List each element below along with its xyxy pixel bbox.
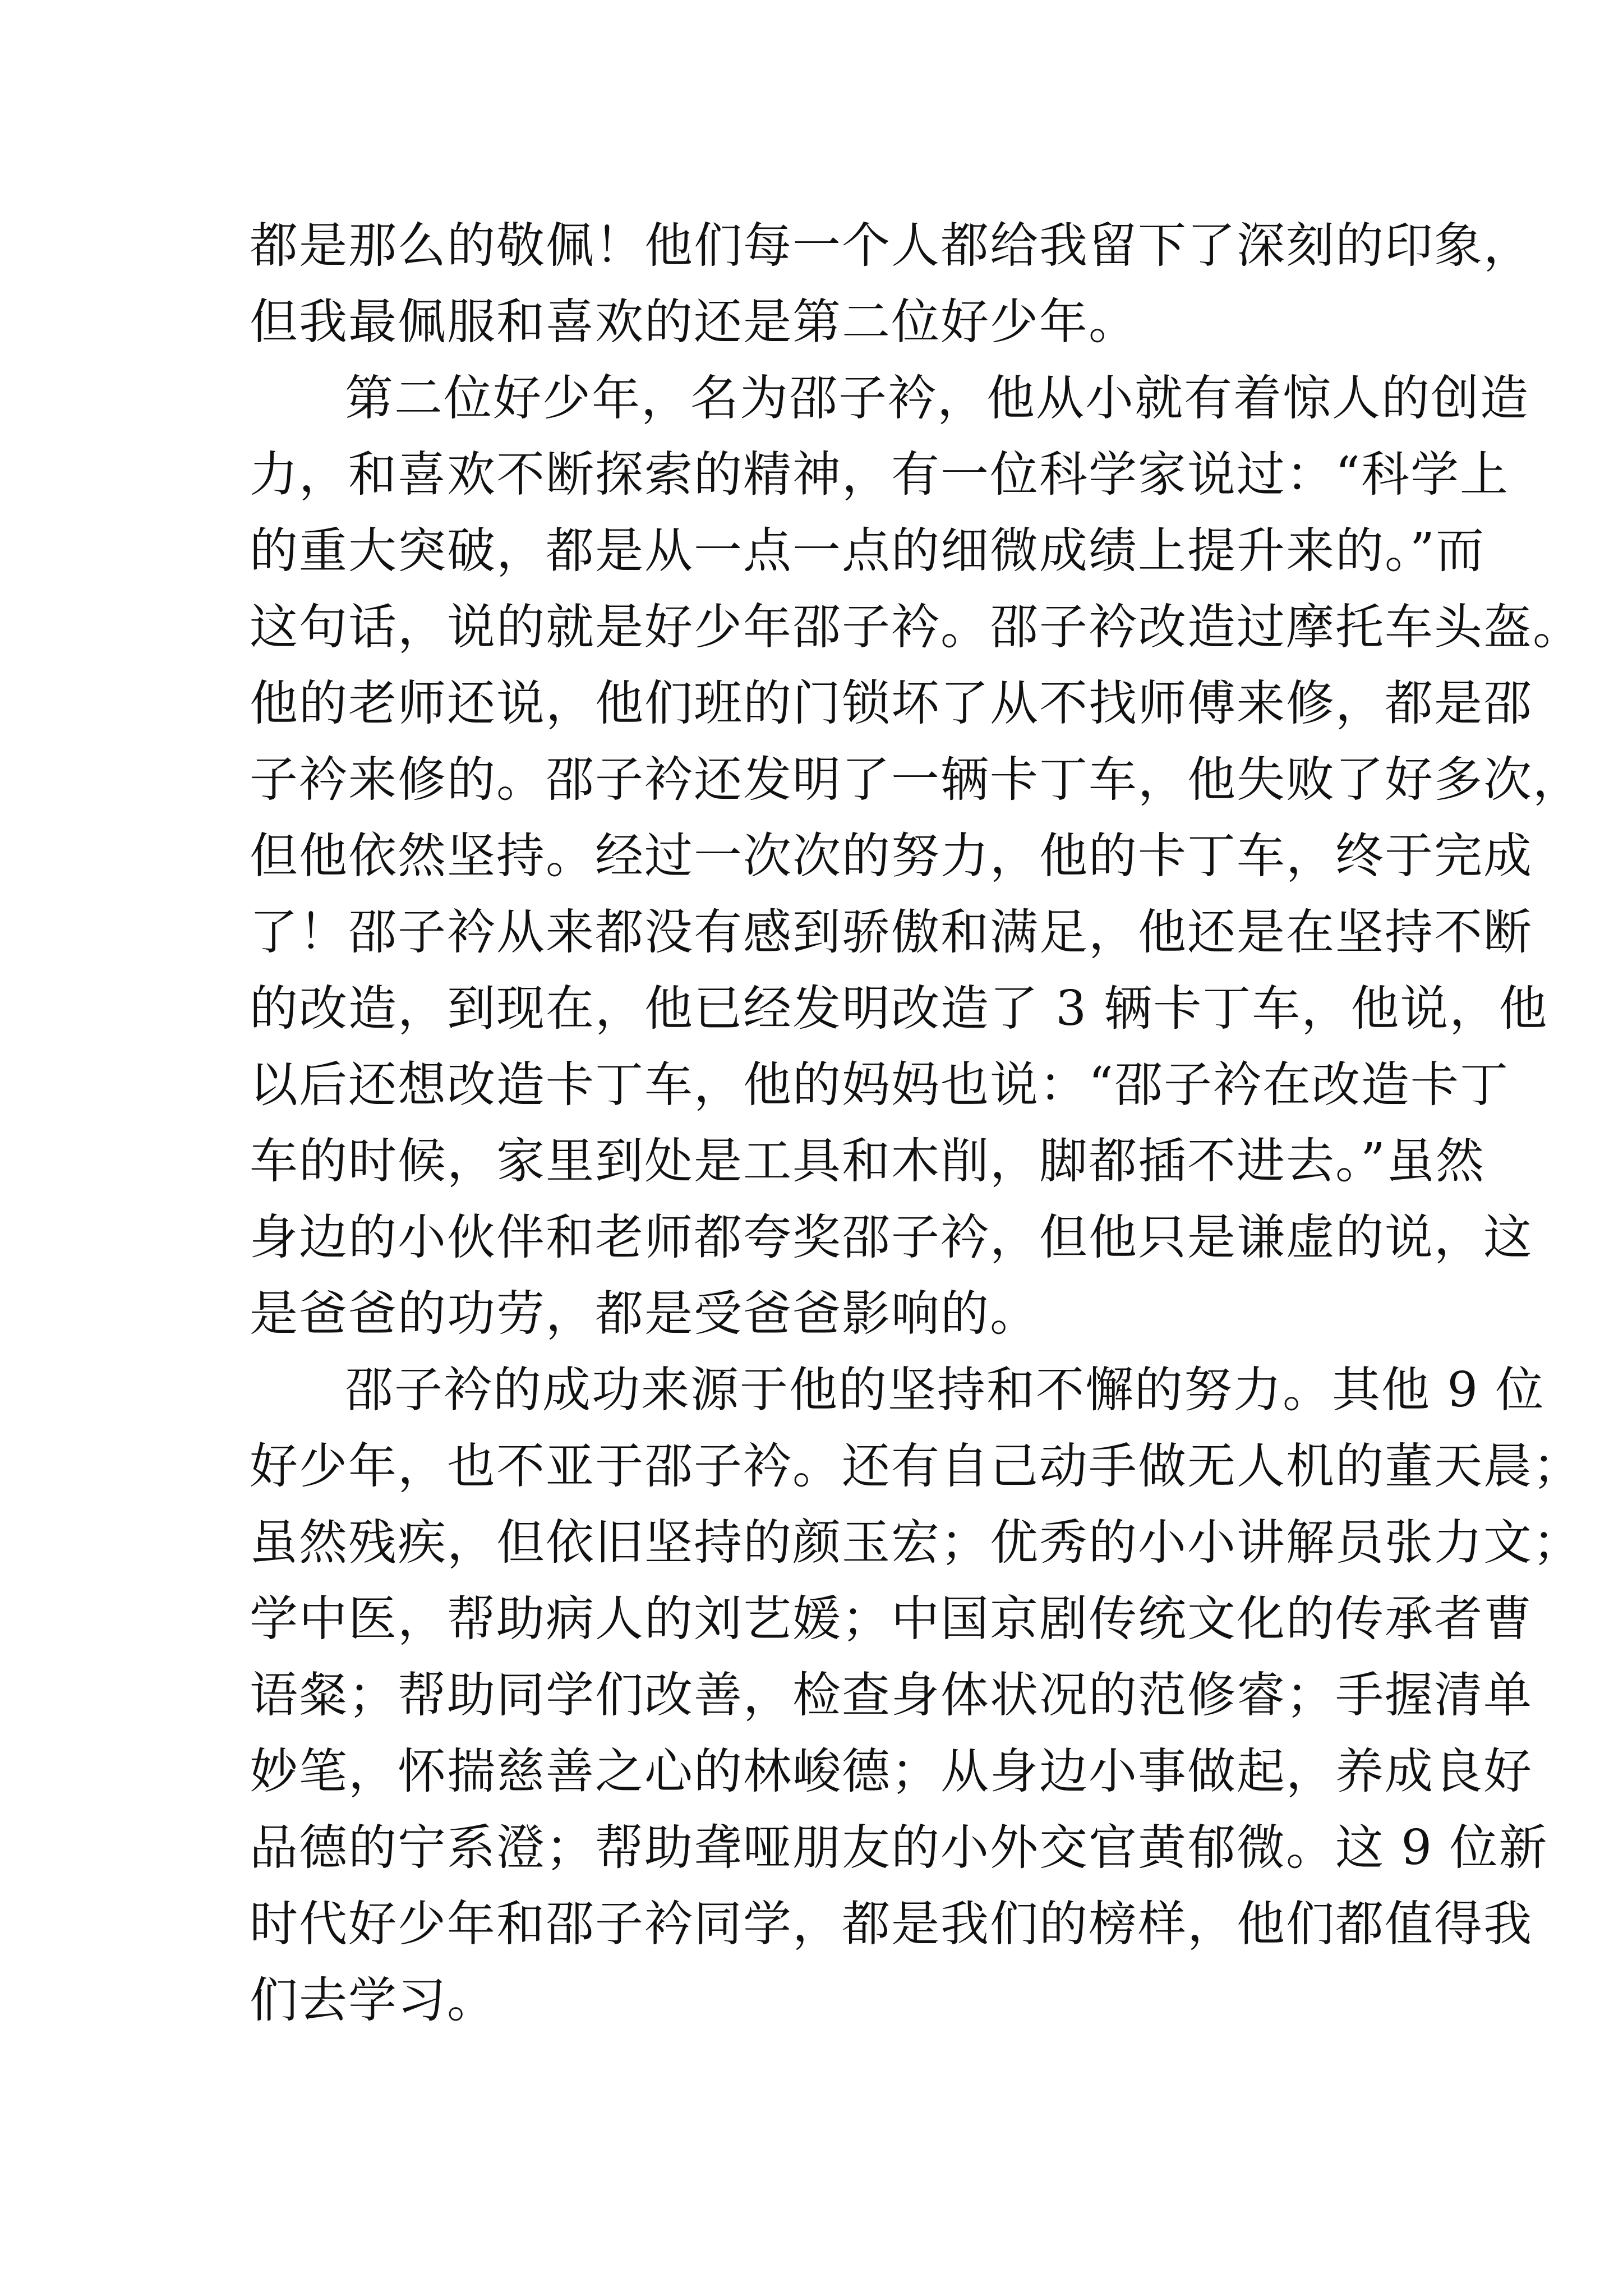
text-line: 这句话，说的就是好少年邵子衿。邵子衿改造过摩托车头盔。 <box>250 599 1582 655</box>
text-line: 们去学习。 <box>250 1972 496 2028</box>
text-line: 好少年，也不亚于邵子衿。还有自己动手做无人机的董天晨； <box>250 1438 1582 1494</box>
text-line: 的重大突破，都是从一点一点的细微成绩上提升来的。”而 <box>250 523 1485 579</box>
text-line: 的改造，到现在，他已经发明改造了 3 辆卡丁车，他说，他 <box>250 981 1548 1037</box>
text-line: 身边的小伙伴和老师都夸奖邵子衿，但他只是谦虚的说，这 <box>250 1209 1533 1266</box>
text-line: 第二位好少年，名为邵子衿，他从小就有着惊人的创造 <box>345 370 1529 426</box>
text-line: 是爸爸的功劳，都是受爸爸影响的。 <box>250 1286 1039 1342</box>
text-line: 品德的宁系澄；帮助聋哑朋友的小外交官黄郁微。这 9 位新 <box>250 1820 1548 1876</box>
text-line: 了！邵子衿从来都没有感到骄傲和满足，他还是在坚持不断 <box>250 904 1533 960</box>
text-line: 但我最佩服和喜欢的还是第二位好少年。 <box>250 294 1138 350</box>
text-line: 以后还想改造卡丁车，他的妈妈也说：“邵子衿在改造卡丁 <box>250 1057 1509 1113</box>
text-line: 语粲；帮助同学们改善，检查身体状况的范修睿；手握清单 <box>250 1667 1533 1723</box>
text-line: 时代好少年和邵子衿同学，都是我们的榜样，他们都值得我 <box>250 1896 1533 1952</box>
text-line: 车的时候，家里到处是工具和木削，脚都插不进去。”虽然 <box>250 1133 1485 1189</box>
text-line: 子衿来修的。邵子衿还发明了一辆卡丁车，他失败了好多次， <box>250 752 1582 808</box>
text-line: 他的老师还说，他们班的门锁坏了从不找师傅来修，都是邵 <box>250 675 1533 731</box>
text-line: 但他依然坚持。经过一次次的努力，他的卡丁车，终于完成 <box>250 828 1533 884</box>
document-body <box>250 208 1582 2039</box>
text-line: 力，和喜欢不断探索的精神，有一位科学家说过：“科学上 <box>250 447 1509 503</box>
text-line: 都是那么的敬佩！他们每一个人都给我留下了深刻的印象， <box>250 218 1533 274</box>
text-line: 学中医，帮助病人的刘艺媛；中国京剧传统文化的传承者曹 <box>250 1591 1533 1647</box>
text-line: 邵子衿的成功来源于他的坚持和不懈的努力。其他 9 位 <box>345 1362 1545 1418</box>
paragraph-2 <box>250 360 1582 1352</box>
text-line: 虽然残疾，但依旧坚持的颜玉宏；优秀的小小讲解员张力文； <box>250 1515 1582 1571</box>
paragraph-3 <box>250 1352 1582 2039</box>
paragraph-1 <box>250 208 1533 360</box>
text-line: 妙笔，怀揣慈善之心的林峻德；从身边小事做起，养成良好 <box>250 1743 1533 1800</box>
